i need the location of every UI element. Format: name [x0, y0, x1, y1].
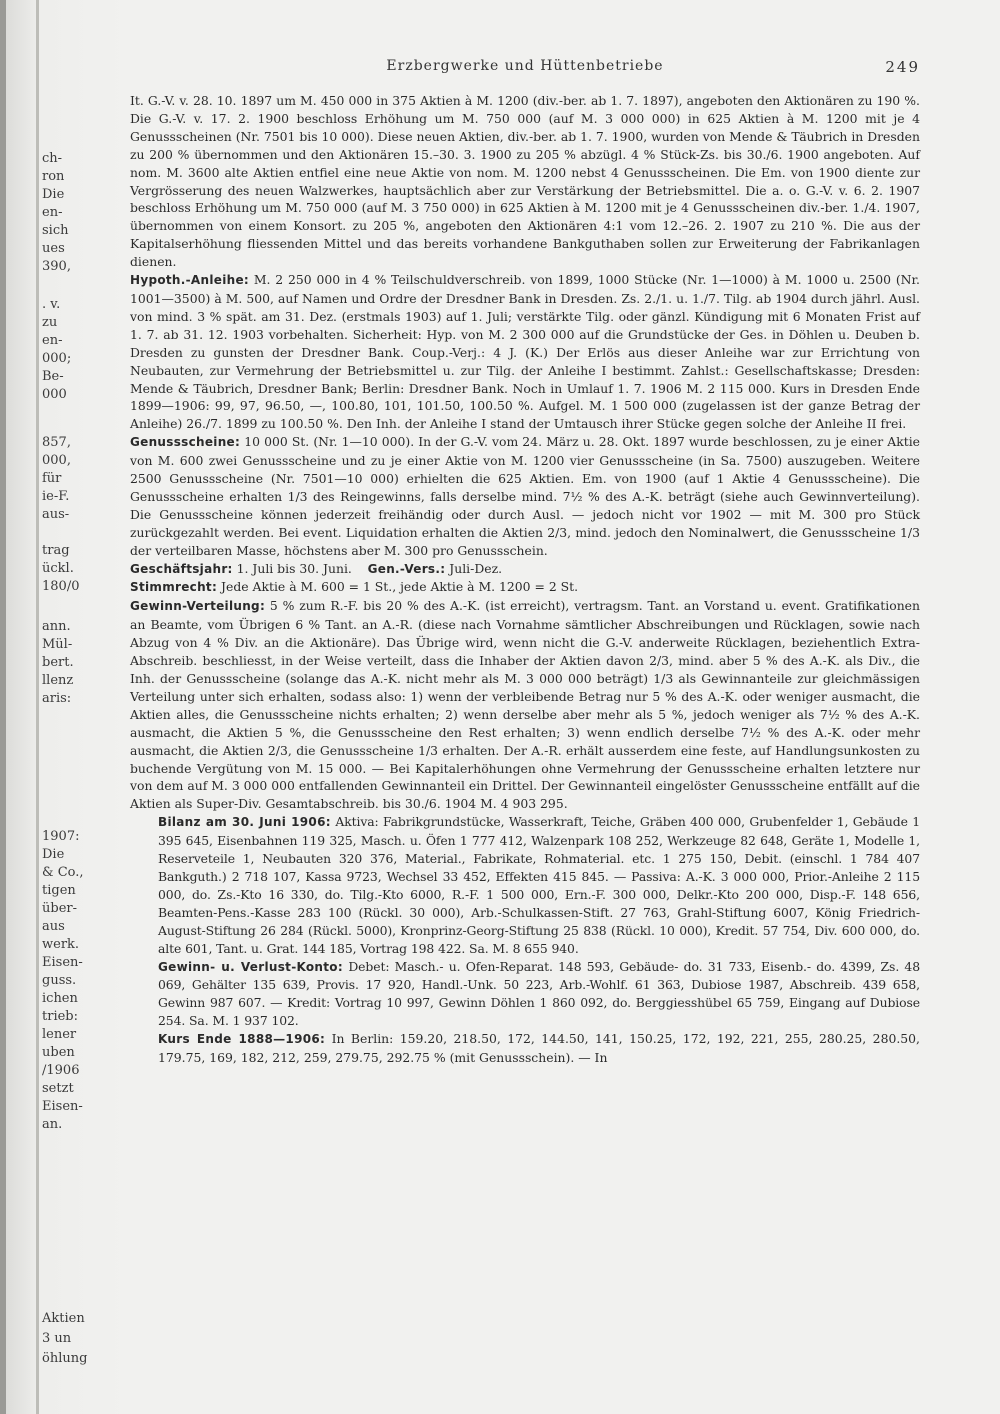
margin-fragment: sich: [42, 223, 69, 238]
adjacent-page-margin: [0, 0, 128, 1414]
section-text: M. 2 250 000 in 4 % Teilschuldverschreib. von 1899, 1000 Stücke (Nr. 1—1000) à M. 1000 u. 2500 (Nr. 1001—3500) à M. 500, auf Namen und Ordre der Dresdner Bank in Dresden. Zs. 2./1. u. 1./7. Tilg. ab 1904 durch jährl. Ausl. von mind. 3 % spät. am 31. Dez. (erstmals 1903) auf 1. Juli; verstärkte Tilg. oder gänzl. Kündigung mit 6 Monaten Frist auf 1. 7. ab 31. 12. 1903 vorbehalten. Sicherheit: Hyp. von M. 2 300 000 auf die Grundstücke der Ges. in Döhlen u. Deuben b. Dresden zu gunsten der Dresdner Bank. Coup.-Verj.: 4 J. (K.) Der Erlös aus dieser Anleihe war zur Errichtung von Neubauten, zur Vermehrung der Betriebsmittel u. zur Tilg. der Anleihe I bestimmt. Zahlst.: Gesellschaftskasse; Dresden: Mende & Täubrich, Dresdner Bank; Berlin: Dresdner Bank. Noch in Umlauf 1. 7. 1906 M. 2 115 000. Kurs in Dresden Ende 1899—1906: 99, 97, 96.50, —, 100.80, 101, 101.50, 100.50 %. Aufgel. M. 1 500 000 (zugelassen ist der ganze Betrag der Anleihe) 26./7. 1899 zu 100.50 %. Den Inh. der Anleihe I stand der Umtausch ihrer Stücke gegen solche der Anleihe II frei.: [130, 272, 920, 432]
margin-fragment: 000;: [42, 351, 72, 366]
margin-fragment: lener: [42, 1027, 77, 1042]
section-text: Jede Aktie à M. 600 = 1 St., jede Aktie à M. 1200 = 2 St.: [221, 579, 579, 595]
margin-fragment: aus: [42, 919, 65, 934]
margin-fragment: zu: [42, 315, 58, 330]
section-text: 5 % zum R.-F. bis 20 % des A.-K. (ist erreicht), vertragsm. Tant. an Vorstand u. event. Gratifikationen an Beamte, vom Übrigen 6 % Tant. an A.-R. (diese nach Vornahme sämtlicher Abschreibungen und Rücklagen, sowie nach Abzug von 4 % Div. an die Aktionäre). Das Übrige wird, wenn nicht die G.-V. anderweite Rücklagen, beziehentlich Extra-Abschreib. beschliesst, in der Weise verteilt, dass die Inhaber der Aktien davon 2/3, mind. aber 5 % des A.-K. als Div., die Inh. der Genussscheine (solange das A.-K. nicht mehr als M. 3 000 000 beträgt) 1/3 als Gewinnanteile zur gleichmässigen Verteilung unter sich erhalten, sodass also: 1) wenn der verbleibende Betrag nur 5 % des A.-K. oder weniger ausmacht, die Aktien alles, die Genussscheine nichts erhalten; 2) wenn derselbe aber mehr als 5 %, jedoch weniger als 7½ % des A.-K. ausmacht, die Aktien 5 %, die Genussscheine den Rest erhalten; 3) wenn endlich derselbe 7½ % des A.-K. oder mehr ausmacht, die Aktien 2/3, die Genussscheine 1/3 erhalten. Der A.-R. erhält ausserdem eine feste, auf Handlungsunkosten zu buchende Vergütung von M. 15 000. — Bei Kapitalerhöhungen ohne Vermehrung der Genussscheine erhalten letztere nur von dem auf M. 3 000 000 entfallenden Gewinnanteil ein Drittel. Der Gewinnanteil eingelöster Genussscheine entfällt auf die Aktien als Super-Div. Gesamtabschreib. bis 30./6. 1904 M. 4 903 295.: [130, 598, 920, 812]
margin-fragment: ch-: [42, 151, 63, 166]
margin-fragment: llenz: [42, 673, 74, 688]
paragraph-bilanz: [130, 813, 920, 957]
section-label: Gewinn- u. Verlust-Konto:: [158, 959, 343, 974]
margin-fragment: Die: [42, 187, 65, 202]
page-body: [130, 92, 920, 1067]
paragraph-stimmrecht: [130, 578, 920, 597]
margin-fragment: ron: [42, 169, 65, 184]
margin-fragment: 180/0: [42, 579, 80, 594]
margin-fragment: 1907:: [42, 829, 80, 844]
running-title: Erzbergwerke und Hüttenbetriebe: [386, 58, 664, 74]
section-label: Bilanz am 30. Juni 1906:: [158, 815, 331, 830]
margin-fragment: ückl.: [42, 561, 74, 576]
section-text: 10 000 St. (Nr. 1—10 000). In der G.-V. vom 24. März u. 28. Okt. 1897 wurde beschlossen, zu je einer Aktie von M. 600 zwei Genussscheine und zu je einer Aktie von M. 1200 vier Genussscheine (in Sa. 7500) auszugeben. Weitere 2500 Genussscheine (Nr. 7501—10 000) erhielten die 625 Aktien. Em. von 1900 (auf 1 Aktie 4 Genussscheine). Die Genussscheine erhalten 1/3 des Reingewinns, falls derselbe mind. 7½ % des A.-K. beträgt (siehe auch Gewinnverteilung). Die Genussscheine können jederzeit freihändig oder durch Ausl. — jedoch nicht vor 1902 — mit M. 300 pro Stück zurückgezahlt werden. Bei event. Liquidation erhalten die Aktien 2/3, mind. jedoch den Nominalwert, die Genussscheine 1/3 der verteilbaren Masse, höchstens aber M. 300 pro Genussschein.: [130, 434, 920, 558]
paragraph-gewinn-verteilung: [130, 597, 920, 813]
section-text: 1. Juli bis 30. Juni.: [236, 560, 352, 576]
margin-fragment: werk.: [42, 937, 80, 952]
margin-fragment: über-: [42, 901, 77, 916]
section-label: Geschäftsjahr:: [130, 561, 233, 576]
section-label: Hypoth.-Anleihe:: [130, 273, 249, 288]
margin-fragment: ichen: [42, 991, 78, 1006]
margin-fragment: aris:: [42, 691, 72, 706]
section-text: Juli-Dez.: [449, 560, 503, 576]
margin-fragment: Be-: [42, 369, 64, 384]
margin-fragment: ie-F.: [42, 489, 70, 504]
margin-fragment: trieb:: [42, 1009, 78, 1024]
margin-fragment: en-: [42, 333, 63, 348]
margin-fragment: Eisen-: [42, 1099, 83, 1114]
margin-fragment: 857,: [42, 435, 71, 450]
paragraph-genussscheine: [130, 433, 920, 559]
section-label: Gen.-Vers.:: [367, 561, 446, 576]
paragraph-hypoth-anleihe: [130, 271, 920, 433]
page-header: [130, 58, 920, 82]
margin-fragment: ann.: [42, 619, 71, 634]
margin-fragment: Mül-: [42, 637, 73, 652]
section-text: In Berlin: 159.20, 218.50, 172, 144.50, 141, 150.25, 172, 192, 221, 255, 280.25, 280.50, 179.75, 169, 182, 212, 259, 279.75, 292.75 % (mit Genussschein). — In: [158, 1031, 920, 1066]
margin-fragment: . v.: [42, 297, 61, 312]
margin-fragment: tigen: [42, 883, 76, 898]
margin-fragment: 000: [42, 387, 67, 402]
section-label: Genussscheine:: [130, 435, 241, 450]
margin-fragment: en-: [42, 205, 63, 220]
margin-fragment: 000,: [42, 453, 71, 468]
margin-fragment: & Co.,: [42, 865, 84, 880]
margin-fragment: ues: [42, 241, 65, 256]
margin-fragment: Aktien: [42, 1311, 85, 1326]
scan-edge: [0, 0, 6, 1414]
paragraph-kurs: [130, 1030, 920, 1067]
paragraph-geschaeftsjahr: [130, 560, 920, 579]
margin-fragment: öhlung: [42, 1351, 88, 1366]
section-label: Stimmrecht:: [130, 580, 218, 595]
section-text: Aktiva: Fabrikgrundstücke, Wasserkraft, Teiche, Gräben 400 000, Grubenfelder 1, Gebäude 1 395 645, Eisenbahnen 119 325, Masch. u. Öfen 1 777 412, Walzenpark 108 252, Werkzeuge 82 648, Geräte 1, Modelle 1, Reserveteile 1, Neubauten 320 376, Material., Fabrikate, Rohmaterial. etc. 1 275 150, Debit. (einschl. 1 784 407 Bankguth.) 2 718 107, Kassa 9723, Wechsel 33 452, Effekten 415 845. — Passiva: A.-K. 3 000 000, Prior.-Anleihe 2 115 000, do. Zs.-Kto 16 330, do. Tilg.-Kto 6000, R.-F. 1 500 000, Ern.-F. 300 000, Delkr.-Kto 200 000, Disp.-F. 148 656, Beamten-Pens.-Kasse 283 100 (Rückl. 30 000), Arb.-Schulkassen-Stift. 27 763, Grahl-Stiftung 6007, König Friedrich-August-Stiftung 26 284 (Rückl. 5000), Kronprinz-Georg-Stiftung 25 838 (Rückl. 10 000), Kredit. 57 754, Div. 600 000, do. alte 601, Tant. u. Grat. 144 185, Vortrag 198 422. Sa. M. 8 655 940.: [158, 814, 920, 956]
margin-fragment: setzt: [42, 1081, 74, 1096]
section-label: Kurs Ende 1888—1906:: [158, 1032, 326, 1047]
page-fold-line: [36, 0, 39, 1414]
margin-fragment: Eisen-: [42, 955, 83, 970]
section-label: Gewinn-Verteilung:: [130, 599, 266, 614]
margin-fragment: /1906: [42, 1063, 80, 1078]
margin-fragment: für: [42, 471, 62, 486]
margin-fragment: 3 un: [42, 1331, 72, 1346]
margin-fragment: bert.: [42, 655, 74, 670]
paragraph-capital-history: It. G.-V. v. 28. 10. 1897 um M. 450 000 in 375 Aktien à M. 1200 (div.-ber. ab 1. 7. 1897), angeboten den Aktionären zu 190 %. Die G.-V. v. 17. 2. 1900 beschloss Erhöhung um M. 750 000 (auf M. 3 000 000) in 625 Aktien à M. 1200 mit je 4 Genussscheinen (Nr. 7501 bis 10 000). Diese neuen Aktien, div.-ber. ab 1. 7. 1900, wurden von Mende & Täubrich in Dresden zu 200 % übernommen und den Aktionären 15.–30. 3. 1900 zu 205 % abzügl. 4 % Stück-Zs. bis 30./6. 1900 angeboten. Auf nom. M. 3600 alte Aktien entfiel eine neue Aktie von nom. M. 1200 nebst 4 Genussscheinen. Die Em. von 1900 diente zur Vergrösserung des neuen Walzwerkes, hauptsächlich aber zur Verstärkung der Betriebsmittel. Die a. o. G.-V. v. 6. 2. 1907 beschloss Erhöhung um M. 750 000 (auf M. 3 750 000) in 625 Aktien à M. 1200 mit je 4 Genussscheinen div.-ber. 1./4. 1907, übernommen von einem Konsort. zu 205 %, angeboten den Aktionären 4:1 vom 12.–26. 2. 1907 zu 210 %. Die aus der Kapitalserhöhung fliessenden Mittel und das bereits vorhandene Bankguthaben sollen zur Erweiterung der Fabrikanlagen dienen.: [130, 93, 920, 270]
margin-fragment: an.: [42, 1117, 63, 1132]
section-text: Debet: Masch.- u. Ofen-Reparat. 148 593, Gebäude- do. 31 733, Eisenb.- do. 4399, Zs. 48 069, Gehälter 135 639, Provis. 17 920, Handl.-Unk. 50 223, Arb.-Wohlf. 61 363, Dubiose 1987, Abschreib. 439 658, Gewinn 987 607. — Kredit: Vortrag 10 997, Gewinn Döhlen 1 860 092, do. Berggiesshübel 65 759, Eingang auf Dubiose 254. Sa. M. 1 937 102.: [158, 958, 920, 1029]
margin-fragment: 390,: [42, 259, 71, 274]
page-number: 249: [885, 58, 920, 76]
margin-fragment: Die: [42, 847, 65, 862]
margin-fragment: uben: [42, 1045, 75, 1060]
margin-fragment: aus-: [42, 507, 70, 522]
margin-fragment: trag: [42, 543, 70, 558]
margin-fragment: guss.: [42, 973, 77, 988]
paragraph-gewinn-verlust-konto: [130, 958, 920, 1031]
